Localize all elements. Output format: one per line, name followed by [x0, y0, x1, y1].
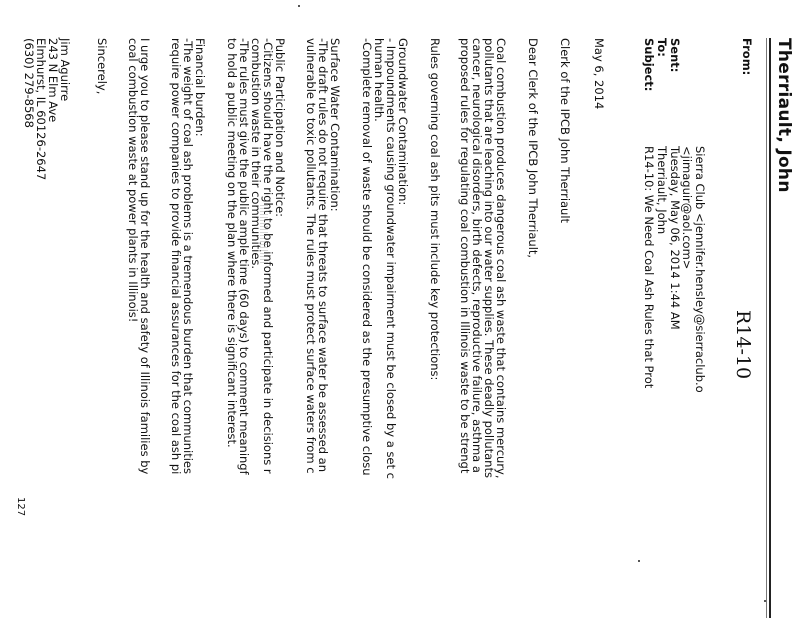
scan-speck — [298, 5, 300, 7]
signature-street: 243 N Elm Ave — [46, 38, 60, 123]
subject-value: R14-10: We Need Coal Ash Rules that Prot — [642, 146, 656, 389]
to-label: To: — [655, 38, 669, 57]
participation-line: -The rules must give the public ample time (60 days) to comment meaningf — [237, 38, 251, 475]
surface-water-heading: Surface Water Contamination: — [328, 38, 342, 212]
signature-phone: (630) 279-8568 — [22, 38, 36, 128]
sent-value: Tuesday, May 06, 2014 1:44 AM — [668, 146, 682, 330]
sent-label: Sent: — [668, 38, 682, 73]
closing-request-line: I urge you to please stand up for the health and safety of Illinois families by — [138, 38, 152, 475]
sender-name-heading: Therriault, John — [774, 38, 794, 193]
scan-speck — [638, 560, 640, 562]
page-number: 127 — [15, 497, 26, 517]
groundwater-line: - Impoundments causing groundwater impairment must be closed by a set c — [384, 38, 398, 479]
salutation: Dear Clerk of the IPCB John Therriault, — [526, 38, 540, 259]
scan-artifact — [260, 205, 268, 265]
intro-line: pollutants that are leaching into our water supplies. These deadly pollutants — [482, 38, 496, 478]
intro-line: proposed rules for regulating coal combustion in Illinois waste to be strengt — [458, 38, 472, 474]
scan-speck — [764, 600, 766, 602]
financial-heading: Financial burden: — [193, 38, 207, 137]
participation-heading: Public Participation and Notice: — [273, 38, 287, 218]
subject-label: Subject: — [642, 38, 656, 92]
participation-line: -Citizens should have the right to be informed and participate in decisions r — [261, 38, 275, 474]
closing-request-line: coal combustion waste at power plants in Illinois! — [126, 38, 140, 323]
surface-water-line: vulnerable to toxic pollutants. The rules must protect surface waters from c — [304, 38, 318, 474]
financial-line: -The weight of coal ash problems is a tremendous burden that communities — [181, 38, 195, 474]
groundwater-line: -Complete removal of waste should be considered as the presumptive closu — [360, 38, 374, 476]
signature-name: Jim Aguirre — [58, 38, 72, 102]
header-rule-thin — [766, 38, 767, 618]
groundwater-line: human health. — [372, 38, 386, 122]
signoff: Sincerely, — [95, 38, 109, 95]
financial-line: require power companies to provide financial assurances for the coal ash pi — [169, 38, 183, 475]
docket-stamp: R14-10 — [732, 310, 754, 380]
signature-city: Elmhurst, IL 60126-2647 — [34, 38, 48, 181]
from-value: Sierra Club <jennifer.hensley@sierraclub.o — [693, 146, 707, 393]
intro-line: cancer, neurological disorders, birth defects, reproductive failure, asthma a — [470, 38, 484, 473]
from-label: From: — [740, 38, 754, 76]
from-value-email: <jimaguir@aol.com> — [680, 146, 694, 270]
groundwater-heading: Groundwater Contamination: — [396, 38, 410, 206]
participation-line: combustion waste in their communities. — [249, 38, 263, 270]
letter-date: May 6, 2014 — [592, 38, 606, 110]
participation-line: to hold a public meeting on the plan where there is significant interest. — [225, 38, 239, 448]
to-value: Therriault, John — [655, 146, 669, 235]
header-rule-thick — [769, 38, 771, 618]
protections-intro: Rules governing coal ash pits must include key protections: — [428, 38, 442, 381]
surface-water-line: -The draft rules do not require that threats to surface water be assessed an — [316, 38, 330, 473]
recipient-line: Clerk of the IPCB John Therriault — [558, 38, 572, 224]
intro-line: Coal combustion produces dangerous coal ash waste that contains mercury, — [494, 38, 508, 479]
